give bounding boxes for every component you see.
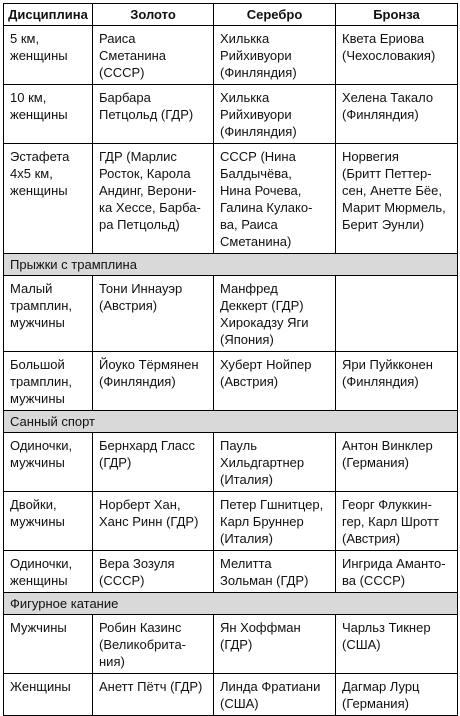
table-row: [4, 551, 458, 593]
table-row: [4, 85, 458, 144]
gold-cell: [93, 674, 214, 716]
discipline-cell: [4, 144, 93, 254]
silver-text: Манфред Деккерт (ГДР) Хирокадзу Яги (Япония): [220, 281, 309, 347]
table-row: [4, 276, 458, 352]
bronze-text: Яри Пуйкконен (Финляндия): [342, 357, 433, 389]
header-silver: Серебро: [214, 4, 336, 26]
silver-text: Ян Хоффман (ГДР): [220, 620, 301, 652]
discipline-text: Большой трамплин, мужчины: [10, 357, 73, 406]
bronze-text: Хелена Такало (Финляндия): [342, 90, 434, 122]
silver-text: Хуберт Нойпер (Австрия): [220, 357, 312, 389]
gold-cell: [93, 352, 214, 411]
silver-cell: [214, 433, 336, 492]
silver-cell: [214, 551, 336, 593]
header-gold: Золото: [93, 4, 214, 26]
gold-text: Бернхард Гласс (ГДР): [99, 438, 196, 470]
gold-text: Анетт Пётч (ГДР): [99, 679, 203, 694]
bronze-text: Ингрида Аманто- ва (СССР): [342, 556, 446, 588]
discipline-text: Мужчины: [10, 620, 67, 635]
silver-text: Хилькка Рийхивуори (Финляндия): [220, 90, 297, 139]
gold-cell: [93, 26, 214, 85]
header-row: [4, 4, 458, 26]
silver-cell: [214, 144, 336, 254]
silver-cell: [214, 615, 336, 674]
table-row: [4, 674, 458, 716]
bronze-cell: [336, 674, 458, 716]
medals-table: [3, 3, 458, 716]
silver-cell: [214, 26, 336, 85]
bronze-text: Антон Винклер (Германия): [342, 438, 433, 470]
silver-text: Линда Фратиани (США): [220, 679, 321, 711]
bronze-cell: [336, 144, 458, 254]
gold-cell: [93, 144, 214, 254]
gold-cell: [93, 551, 214, 593]
silver-cell: [214, 85, 336, 144]
table-body: [4, 26, 458, 716]
silver-text: СССР (Нина Балдычёва, Нина Рочева, Галина Кулако- ва, Раиса Сметанина): [220, 149, 313, 249]
gold-cell: [93, 276, 214, 352]
gold-cell: [93, 492, 214, 551]
bronze-cell: [336, 26, 458, 85]
discipline-text: Одиночки, мужчины: [10, 438, 73, 470]
bronze-cell: [336, 433, 458, 492]
bronze-cell: [336, 615, 458, 674]
section-title: Прыжки с трамплина: [4, 254, 458, 276]
discipline-text: Женщины: [10, 679, 71, 694]
section-title: Санный спорт: [4, 411, 458, 433]
gold-text: Раиса Сметанина (СССР): [99, 31, 167, 80]
discipline-cell: [4, 276, 93, 352]
gold-text: Робин Казинс (Великобрита- ния): [99, 620, 187, 669]
gold-cell: [93, 433, 214, 492]
table-row: [4, 615, 458, 674]
discipline-cell: [4, 85, 93, 144]
section-row: [4, 411, 458, 433]
bronze-text: Норвегия (Бритт Петтер- сен, Анетте Бёе, Марит Мюрмель, Берит Эунли): [342, 149, 446, 232]
discipline-cell: [4, 674, 93, 716]
table-row: [4, 144, 458, 254]
gold-text: Йоуко Тёрмянен (Финляндия): [99, 357, 199, 389]
table-row: [4, 26, 458, 85]
silver-text: Пауль Хильдгартнер (Италия): [220, 438, 305, 487]
header-discipline: Дисциплина: [4, 4, 93, 26]
bronze-text: Дагмар Лурц (Германия): [342, 679, 420, 711]
discipline-cell: [4, 615, 93, 674]
bronze-text: Чарльз Тикнер (США): [342, 620, 431, 652]
discipline-cell: [4, 492, 93, 551]
silver-cell: [214, 276, 336, 352]
section-row: [4, 593, 458, 615]
table-row: [4, 433, 458, 492]
silver-text: Мелитта Зольман (ГДР): [220, 556, 309, 588]
discipline-text: Одиночки, женщины: [10, 556, 73, 588]
section-title: Фигурное катание: [4, 593, 458, 615]
bronze-text: Квета Ериова (Чехословакия): [342, 31, 436, 63]
gold-text: Вера Зозуля (СССР): [99, 556, 175, 588]
table-row: [4, 352, 458, 411]
bronze-cell: [336, 276, 458, 352]
discipline-text: Эстафета 4x5 км, женщины: [10, 149, 70, 198]
silver-text: Хилькка Рийхивуори (Финляндия): [220, 31, 297, 80]
silver-cell: [214, 352, 336, 411]
bronze-cell: [336, 85, 458, 144]
gold-text: Барбара Петцольд (ГДР): [99, 90, 194, 122]
bronze-cell: [336, 551, 458, 593]
bronze-cell: [336, 492, 458, 551]
gold-text: ГДР (Марлис Росток, Карола Андинг, Верони- ка Хессе, Барба- ра Петцольд): [99, 149, 201, 232]
discipline-text: Малый трамплин, мужчины: [10, 281, 73, 330]
header-bronze: Бронза: [336, 4, 458, 26]
discipline-cell: [4, 352, 93, 411]
silver-cell: [214, 674, 336, 716]
discipline-cell: [4, 26, 93, 85]
bronze-text: Георг Флуккин- гер, Карл Шротт (Австрия): [342, 497, 439, 546]
discipline-text: 10 км, женщины: [10, 90, 68, 122]
discipline-cell: [4, 551, 93, 593]
discipline-text: 5 км, женщины: [10, 31, 68, 63]
table-header: [4, 4, 458, 26]
discipline-text: Двойки, мужчины: [10, 497, 65, 529]
silver-cell: [214, 492, 336, 551]
gold-text: Тони Иннауэр (Австрия): [99, 281, 183, 313]
gold-text: Норберт Хан, Ханс Ринн (ГДР): [99, 497, 199, 529]
silver-text: Петер Гшнитцер, Карл Бруннер (Италия): [220, 497, 324, 546]
table-row: [4, 492, 458, 551]
bronze-cell: [336, 352, 458, 411]
section-row: [4, 254, 458, 276]
discipline-cell: [4, 433, 93, 492]
gold-cell: [93, 615, 214, 674]
gold-cell: [93, 85, 214, 144]
